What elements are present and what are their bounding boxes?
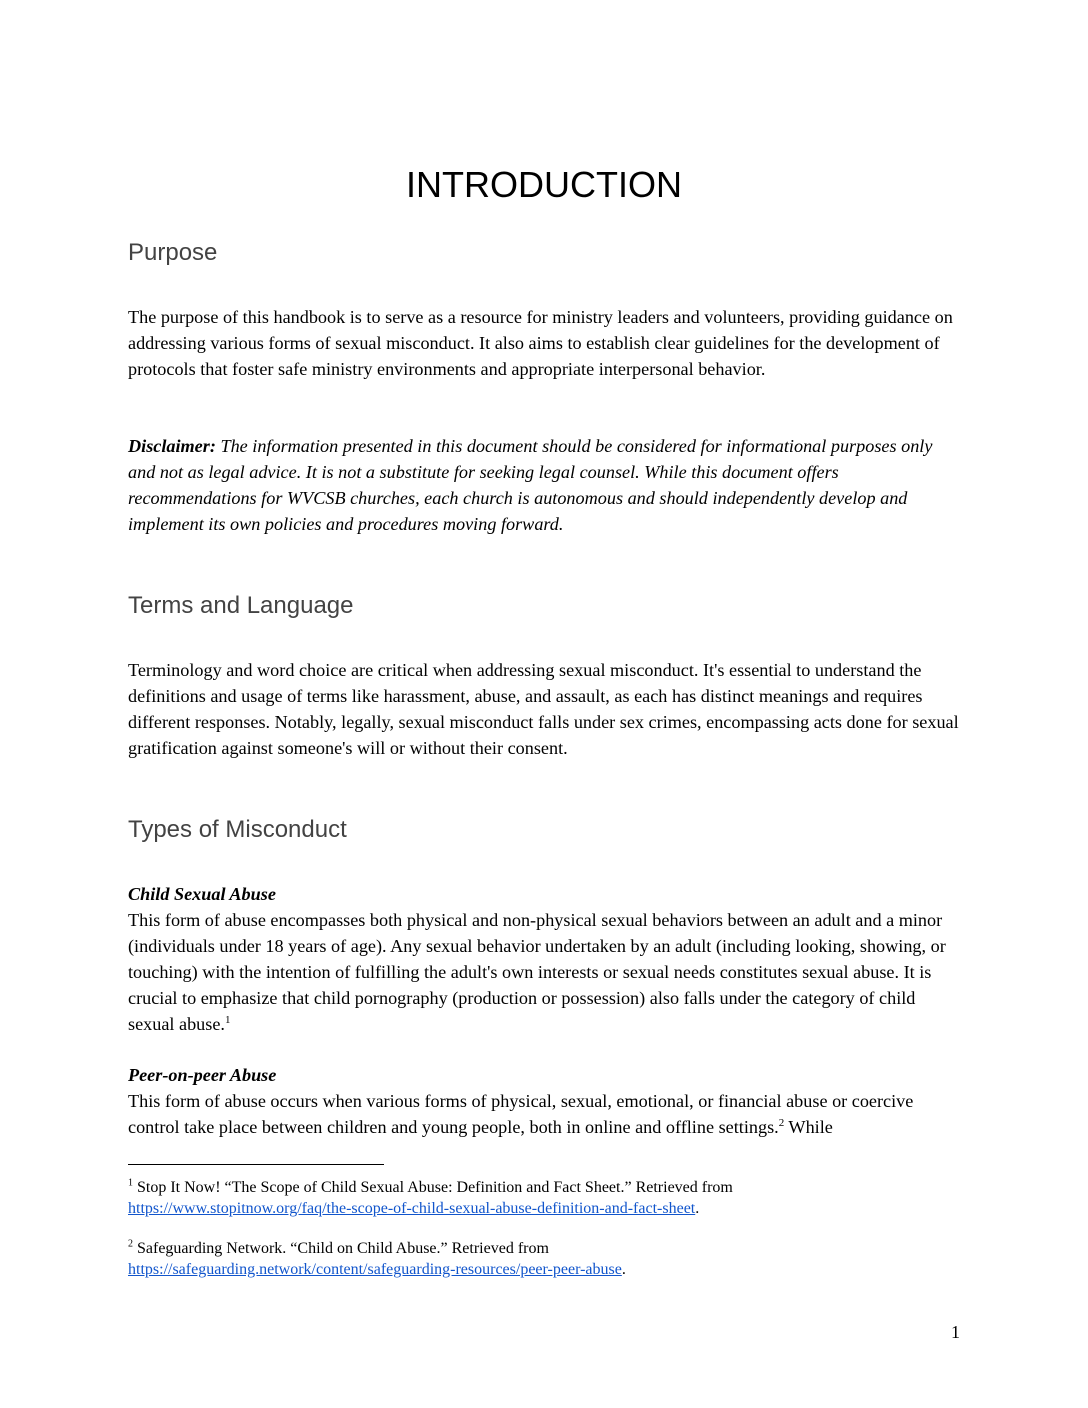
- footnote-1: [128, 1177, 962, 1219]
- section-heading-purpose: Purpose: [128, 239, 218, 266]
- purpose-paragraph: The purpose of this handbook is to serve as a resource for ministry leaders and volunteers, providing guidance on addressing various forms of sexual misconduct. It also aims to establish clear guidelines for the development of protocols that foster safe ministry environments and appropriate interpersonal behavior.: [128, 307, 953, 379]
- footnote-link[interactable]: https://safeguarding.network/content/safeguarding-resources/peer-peer-abuse: [128, 1261, 622, 1278]
- terms-paragraph: Terminology and word choice are critical when addressing sexual misconduct. It's essential to understand the definitions and usage of terms like harassment, abuse, and assault, as each has distinct meanings and requires different responses. Notably, legally, sexual misconduct falls under sex crimes, encompassing acts done for sexual gratification against someone's will or without their consent.: [128, 660, 959, 758]
- footnote-end: .: [695, 1200, 700, 1217]
- child-abuse-title: Child Sexual Abuse: [128, 884, 276, 904]
- child-abuse-paragraph: [128, 881, 962, 1037]
- peer-abuse-tail: While: [784, 1117, 833, 1137]
- disclaimer-label: Disclaimer:: [128, 436, 216, 456]
- footnote-text: Safeguarding Network. “Child on Child Abuse.” Retrieved from: [133, 1240, 549, 1257]
- peer-abuse-body: This form of abuse occurs when various forms of physical, sexual, emotional, or financial abuse or coercive control take place between children and young people, both in online and offline settings.: [128, 1091, 914, 1137]
- footnote-text: Stop It Now! “The Scope of Child Sexual Abuse: Definition and Fact Sheet.” Retrieved from: [133, 1179, 733, 1196]
- footnote-link[interactable]: https://www.stopitnow.org/faq/the-scope-of-child-sexual-abuse-definition-and-fact-sheet: [128, 1200, 696, 1217]
- section-heading-types: Types of Misconduct: [128, 816, 347, 843]
- peer-abuse-paragraph: [128, 1062, 962, 1140]
- footnote-ref-1[interactable]: 1: [224, 1013, 231, 1026]
- peer-abuse-title: Peer-on-peer Abuse: [128, 1065, 277, 1085]
- footnote-number: 1: [128, 1177, 133, 1189]
- footnote-number: 2: [128, 1238, 133, 1250]
- disclaimer-paragraph: [128, 433, 962, 537]
- footnote-ref-2[interactable]: 2: [778, 1116, 785, 1129]
- page-number: 1: [951, 1322, 960, 1342]
- footnote-separator: [128, 1164, 384, 1165]
- section-heading-terms: Terms and Language: [128, 592, 354, 619]
- disclaimer-text: The information presented in this document should be considered for informational purposes only and not as legal advice. It is not a substitute for seeking legal counsel. While this document offers recommendations for WVCSB churches, each church is autonomous and should independently develop and implement its own policies and procedures moving forward.: [128, 436, 933, 534]
- footnote-end: .: [621, 1261, 626, 1278]
- page-title: INTRODUCTION: [406, 164, 682, 205]
- child-abuse-body: This form of abuse encompasses both physical and non-physical sexual behaviors between an adult and a minor (individuals under 18 years of age). Any sexual behavior undertaken by an adult (including looking, showing, or touching) with the intention of fulfilling the adult's own interests or sexual needs constitutes sexual abuse. It is crucial to emphasize that child pornography (production or possession) also falls under the category of child sexual abuse.: [128, 910, 946, 1034]
- footnote-2: [128, 1238, 962, 1280]
